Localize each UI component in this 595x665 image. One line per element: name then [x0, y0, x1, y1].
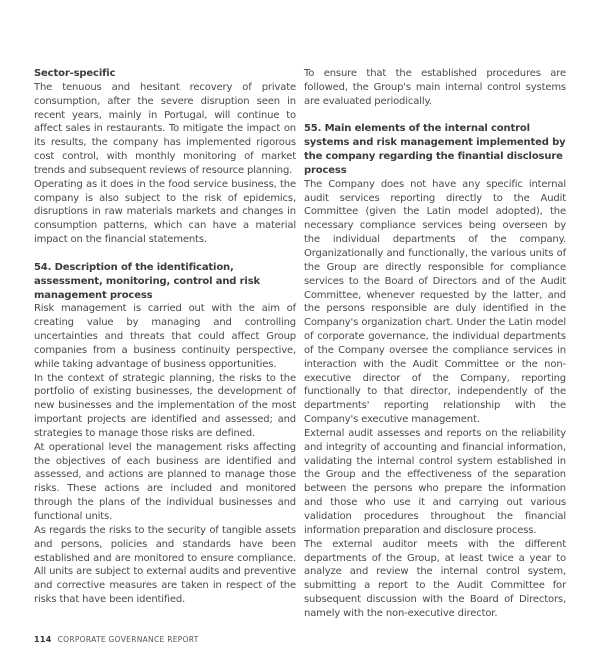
section-54-heading: 54. Description of the identification, assessment, monitoring, control and risk management process: [34, 261, 261, 301]
page-number: 114: [34, 635, 52, 644]
sector-specific-heading: Sector-specific: [34, 68, 116, 79]
intro-paragraph: To ensure that the established procedures are followed, the Group's main internal control systems are evaluated periodically.: [304, 68, 566, 107]
spacer: [304, 109, 566, 123]
section-55-paragraph-3: The external auditor meets with the different departments of the Group, at least twice a year to analyze and review the internal control system, submitting a report to the Audit Committee for subsequent discussion with the Board of Directors, namely with the non-executive director.: [304, 538, 566, 619]
section-55-paragraph-1: The Company does not have any specific internal audit services reporting directly to the Audit Committee (given the Latin model adopted), the necessary compliance services being overseen by the individual departments of the company. Organizationally and functionally, the various units of the Group are directly responsible for compliance services to the Board of Directors and of the Audit Committee, whenever requested by the latter, and the persons responsible are duly identified in the Company's organization chart. Under the Latin model of corporate governance, the individual departments of the Company oversee the compliance services in interaction with the Audit Committee or the non-executive director of the Company, reporting functionally to that director, independently of the departments' reporting relationship with the Company's executive management.: [304, 178, 566, 426]
right-column: [304, 67, 566, 621]
section-55-heading: 55. Main elements of the internal control systems and risk management implemented by the company regarding the finantial disclosure process: [304, 123, 566, 176]
page-footer: [34, 635, 199, 644]
footer-section-title: CORPORATE GOVERNANCE REPORT: [57, 635, 199, 644]
section-54-paragraph-2: In the context of strategic planning, the risks to the portfolio of existing businesses, the development of new businesses and the implementation of the most important projects are identified and assessed; and strategies to manage those risks are defined.: [34, 372, 296, 439]
section-55-paragraph-2: External audit assesses and reports on the reliability and integrity of accounting and financial information, validating the internal control system established in the Group and the effectiveness of the separation between the persons who prepare the information and those who use it and carrying out various validation procedures throughout the financial information preparation and disclosure process.: [304, 427, 566, 536]
sector-paragraph-2: Operating as it does in the food service business, the company is also subject to the risk of epidemics, disruptions in raw materials markets and changes in consumption patterns, which can have a material impact on the financial statements.: [34, 178, 296, 246]
section-54-paragraph-1: Risk management is carried out with the aim of creating value by managing and controlling uncertainties and threats that could affect Group companies from a business continuity perspective, while taking advantage of business opportunities.: [34, 303, 296, 370]
sector-paragraph-1: The tenuous and hesitant recovery of private consumption, after the severe disruption seen in recent years, mainly in Portugal, will continue to affect sales in restaurants. To mitigate the impact on its results, the company has implemented rigorous cost control, with monthly monitoring of market trends and subsequent reviews of resource planning.: [34, 81, 296, 176]
left-column: [34, 67, 296, 607]
spacer: [34, 247, 296, 261]
section-54-paragraph-3: At operational level the management risks affecting the objectives of each business are identified and assessed, and actions are planned to manage those risks. These actions are included and monitored through the plans of the individual businesses and functional units.: [34, 441, 296, 522]
section-54-paragraph-4: As regards the risks to the security of tangible assets and persons, policies and standards have been established and are monitored to ensure compliance. All units are subject to external audits and preventive and corrective measures are taken in respect of the risks that have been identified.: [34, 524, 296, 606]
